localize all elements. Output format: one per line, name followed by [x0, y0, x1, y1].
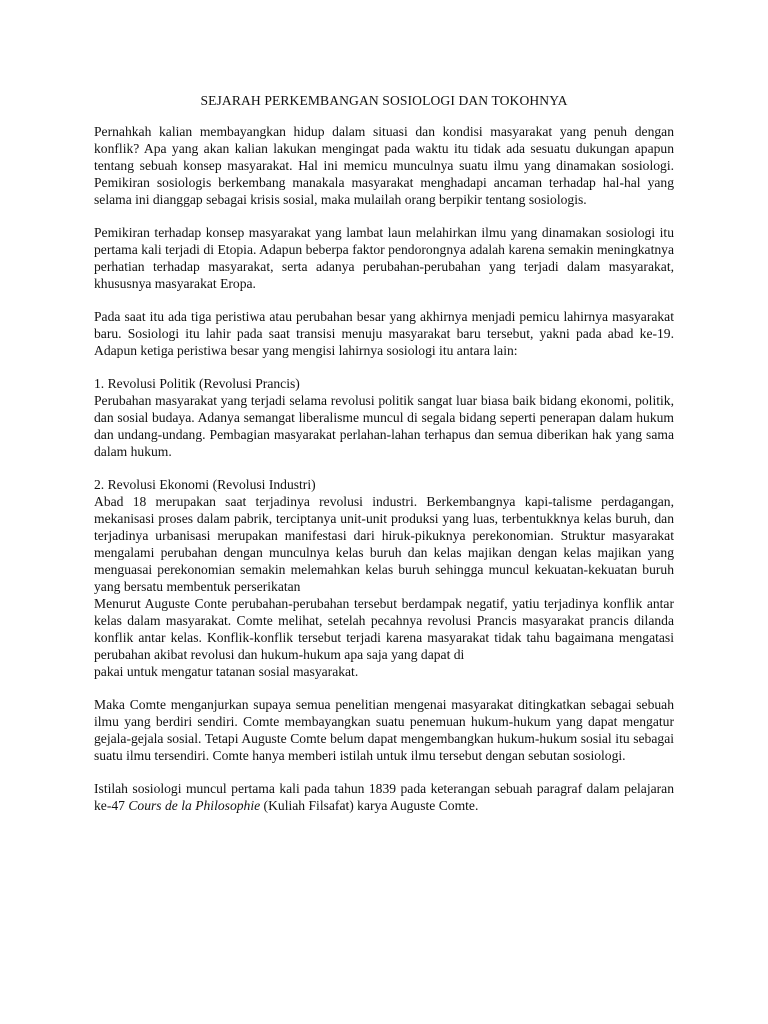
document-title: SEJARAH PERKEMBANGAN SOSIOLOGI DAN TOKOHNYA: [200, 93, 568, 108]
document-page: [94, 92, 674, 830]
term-origin-text: Istilah sosiologi muncul pertama kali pada tahun 1839 pada keterangan sebuah paragraf dalam pelajaran ke-47: [94, 781, 674, 813]
term-origin-paragraph: [94, 780, 674, 814]
section-economic-revolution: [94, 476, 674, 680]
book-title: Cours de la Philosophie: [128, 798, 261, 813]
three-events-paragraph: Pada saat itu ada tiga peristiwa atau perubahan besar yang akhirnya menjadi pemicu lahirnya masyarakat baru. Sosiologi itu lahir pada saat transisi menuju masyarakat baru tersebut, yakni pada abad ke-19. Adapun ketiga peristiwa besar yang mengisi lahirnya sosiologi itu antara lain:: [94, 309, 674, 358]
comte-view-continuation: pakai untuk mengatur tatanan sosial masyarakat.: [94, 664, 359, 679]
term-origin-tail: (Kuliah Filsafat) karya Auguste Comte.: [260, 798, 479, 813]
section-political-revolution: [94, 375, 674, 460]
section-body-economic: Abad 18 merupakan saat terjadinya revolusi industri. Berkembangnya kapi-talisme perdagangan, mekanisasi proses dalam pabrik, terciptanya unit-unit produksi yang luas, terbentukknya kelas buruh, dan terjadinya urbanisasi merupakan manifestasi dari hiruk-pikuknya perekonomian. Struktur masyarakat mengalami perubahan dengan munculnya kelas buruh dan kelas majikan dengan kelas majikan yang menguasai perekonomian semakin melemahkan kelas buruh sehingga muncul kekuatan-kekuatan buruh yang bersatu membentuk perserikatan: [94, 494, 674, 594]
comte-sociology-paragraph: Maka Comte menganjurkan supaya semua penelitian mengenai masyarakat ditingkatkan sebagai sebuah ilmu yang berdiri sendiri. Comte membayangkan suatu penemuan hukum-hukum yang dapat mengatur gejala-gejala sosial. Tetapi Auguste Comte belum dapat mengembangkan hukum-hukum sosial itu sebagai suatu ilmu tersendiri. Comte hanya memberi istilah untuk ilmu tersebut dengan sebutan sosiologi.: [94, 697, 674, 763]
comte-view-text: Menurut Auguste Conte perubahan-perubahan tersebut berdampak negatif, yatiu terjadinya konflik antar kelas dalam masyarakat. Comte melihat, setelah pecahnya revolusi Prancis masyarakat prancis dilanda konflik antar kelas. Konflik-konflik tersebut terjadi karena masyarakat tidak tahu bagaimana mengatasi perubahan akibat revolusi dan hukum-hukum apa saja yang dapat di: [94, 596, 674, 662]
section-heading-economic: 2. Revolusi Ekonomi (Revolusi Industri): [94, 477, 316, 492]
section-heading-political: 1. Revolusi Politik (Revolusi Prancis): [94, 376, 300, 391]
section-body-political: Perubahan masyarakat yang terjadi selama revolusi politik sangat luar biasa baik bidang ekonomi, politik, dan sosial budaya. Adanya semangat liberalisme muncul di segala bidang seperti penerapan dalam hukum dan undang-undang. Pembagian masyarakat perlahan-lahan terhapus dan semua diberikan hak yang sama dalam hukum.: [94, 393, 674, 459]
intro-paragraph: Pernahkah kalian membayangkan hidup dalam situasi dan kondisi masyarakat yang penuh dengan konflik? Apa yang akan kalian lakukan mengingat pada waktu itu tidak ada sesuatu dukungan apapun tentang sebuah konsep masyarakat. Hal ini memicu munculnya suatu ilmu yang dinamakan sosiologi. Pemikiran sosiologis berkembang manakala masyarakat menghadapi ancaman terhadap hal-hal yang selama ini dianggap sebagai krisis sosial, maka mulailah orang berpikir tentang sosiologis.: [94, 124, 674, 207]
etopia-paragraph: Pemikiran terhadap konsep masyarakat yang lambat laun melahirkan ilmu yang dinamakan sosiologi itu pertama kali terjadi di Etopia. Adapun beberpa faktor pendorongnya adalah karena semakin meningkatnya perhatian terhadap masyarakat, serta adanya perubahan-perubahan yang terjadi dalam masyarakat, khususnya masyarakat Eropa.: [94, 225, 674, 291]
